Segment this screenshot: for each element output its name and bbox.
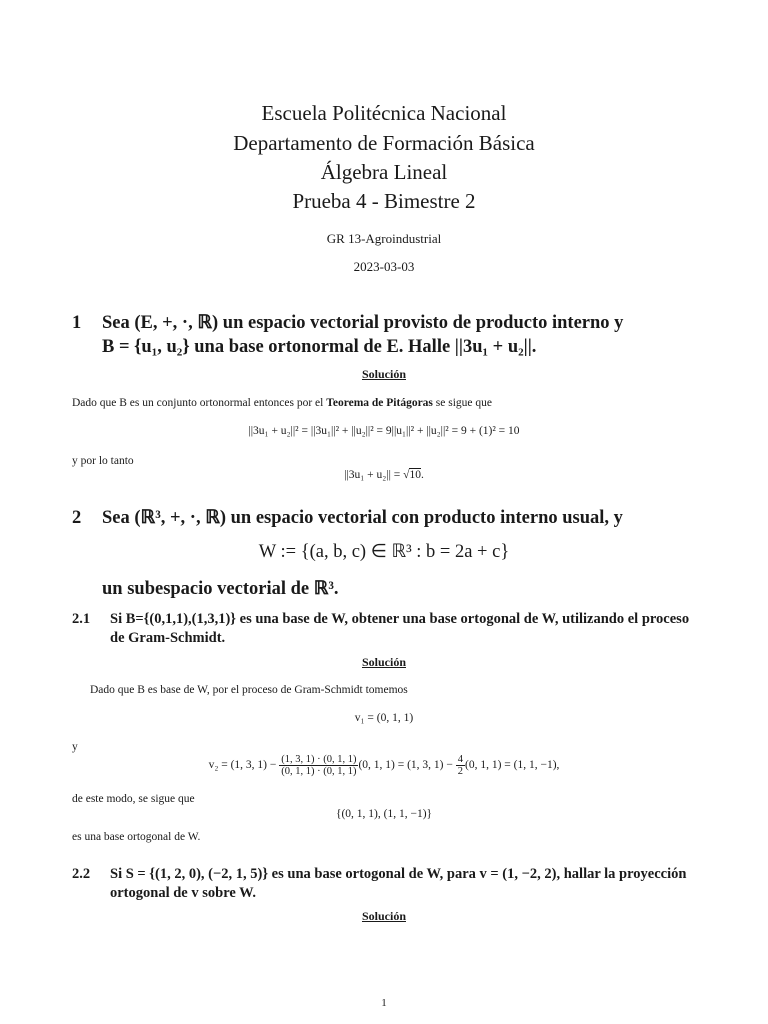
date-label: 2023-03-03 (353, 259, 415, 274)
subsection-2-1-heading: Si B={(0,1,1),(1,3,1)} es una base de W, obtener una base ortogonal de W, utilizando el proceso de Gram-Schmidt. (110, 611, 690, 646)
section-2-heading-line1: Sea (ℝ³, +, ·, ℝ) un espacio vectorial con producto interno usual, y (102, 508, 623, 528)
subsection-2-1-text-1: Dado que B es base de W, por el proceso de Gram-Schmidt tomemos (90, 684, 408, 696)
subsection-2-2-heading: Si S = {(1, 2, 0), (−2, 1, 5)} es una base ortogonal de W, para v = (1, −2, 2), hallar la proyección ortogonal de v sobre W. (110, 866, 687, 901)
institution-title: Escuela Politécnica Nacional (261, 101, 507, 125)
subsection-2-1-text-4: es una base ortogonal de W. (72, 831, 201, 843)
section-1-heading-line2: B = {u₁, u₂} una base ortonormal de E. Halle ||3u₁ + u₂||. (102, 337, 537, 357)
section-1-equation-2: ||3u₁ + u₂|| = √10. (344, 469, 424, 481)
subsection-2-2-solution-label: Solución (361, 909, 406, 923)
subsection-2-1-text-3: de este modo, se sigue que (72, 793, 195, 805)
course-title: Álgebra Lineal (320, 160, 448, 184)
exam-title: Prueba 4 - Bimestre 2 (292, 189, 476, 213)
subsection-2-2-number: 2.2 (72, 866, 91, 882)
section-1-number: 1 (72, 313, 82, 333)
section-1-solution-label: Solución (361, 367, 406, 381)
section-2-number: 2 (72, 508, 82, 528)
subsection-2-1-text-2: y (72, 741, 78, 753)
section-1-equation-1: ||3u₁ + u₂||² = ||3u₁||² + ||u₂||² = 9||u₁||² + ||u₂||² = 9 + (1)² = 10 (248, 425, 520, 437)
section-2-heading-line2: un subespacio vectorial de ℝ³. (102, 579, 339, 599)
subsection-2-1-solution-label: Solución (361, 655, 406, 669)
subsection-2-1-equation-v2: v₂ = (1, 3, 1) − $\frac{(1, 3, 1) \cdot (0, 1, 1)}{(0, 1, 1) \cdot (0, 1, 1)}$ (0, 1, 1) = (1, 3, 1) − $\frac{4}{2}$ (0, 1, 1) = (1, 1, −1), (208, 754, 560, 777)
section-1-heading-line1: Sea (E, +, ·, ℝ) un espacio vectorial provisto de producto interno y (102, 313, 624, 333)
section-2-set-definition: W := {(a, b, c) ∈ ℝ³ : b = 2a + c} (258, 542, 510, 562)
page-number: 1 (381, 997, 387, 1009)
subsection-2-1-equation-basis: {(0, 1, 1), (1, 1, −1)} (335, 808, 433, 820)
subsection-2-1-number: 2.1 (72, 611, 91, 627)
subsection-2-1-equation-v1: v₁ = (0, 1, 1) (354, 712, 414, 724)
department-title: Departamento de Formación Básica (233, 131, 535, 155)
section-1-text-2: y por lo tanto (72, 455, 134, 467)
group-label: GR 13-Agroindustrial (326, 231, 442, 246)
section-1-paragraph: Dado que B es un conjunto ortonormal entonces por el Teorema de Pitágoras se sigue que (72, 397, 492, 409)
